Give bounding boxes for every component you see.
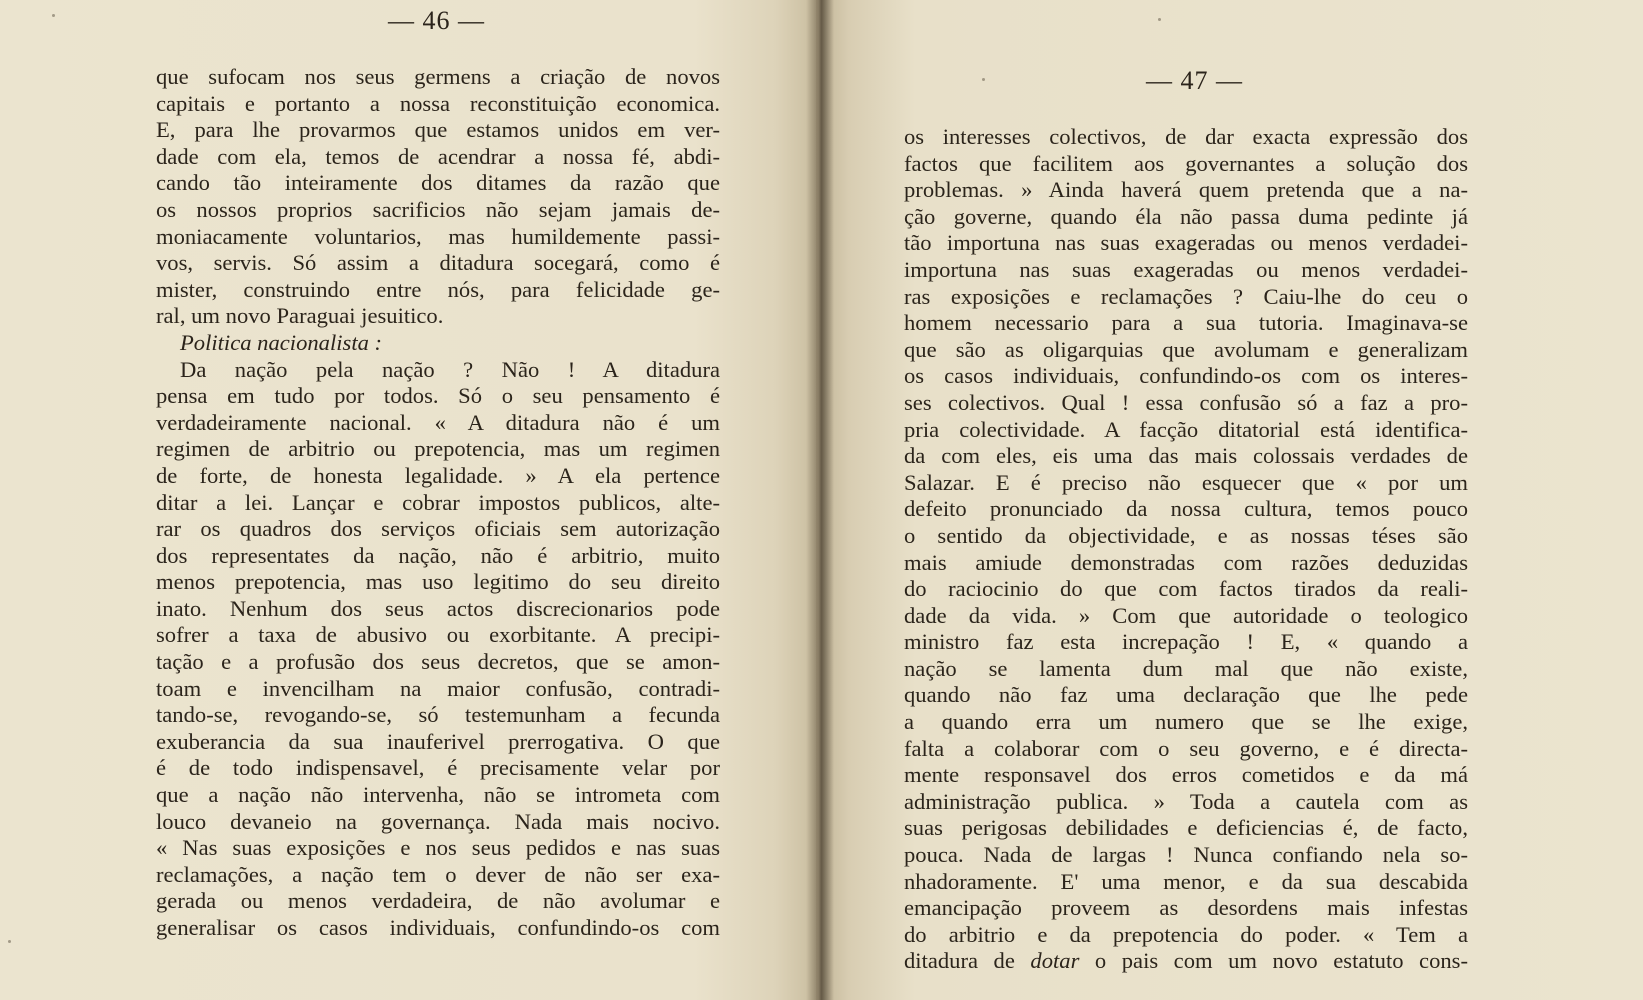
italic-word: dotar	[1030, 948, 1080, 974]
text-line: « Nas suas exposições e nos seus pedidos e nas suas	[156, 835, 720, 861]
text-line: mister, construindo entre nós, para felicidade ge-	[156, 276, 720, 302]
text-line: ministro faz esta increpação ! E, « quando a	[904, 629, 1468, 655]
paper-speck	[1158, 18, 1161, 21]
text-line: administração publica. » Toda a cautela com as	[904, 788, 1468, 814]
text-line: nação se lamenta dum mal que não existe,	[904, 655, 1468, 681]
text-line: menos prepotencia, mas uso legitimo do seu direito	[156, 569, 720, 595]
text-line: ção governe, quando éla não passa duma pedinte já	[904, 203, 1468, 229]
text-line: homem necessario para a sua tutoria. Imaginava-se	[904, 310, 1468, 336]
text-line: moniacamente voluntarios, mas humildemente passi-	[156, 223, 720, 249]
left-page	[0, 0, 816, 1000]
text-line: pria colectividade. A facção ditatorial está identifica-	[904, 416, 1468, 442]
text-line: nhadoramente. E' uma menor, e da sua descabida	[904, 868, 1468, 894]
text-line: louco devaneio na governança. Nada mais nocivo.	[156, 808, 720, 834]
text-line: importuna nas suas exageradas ou menos verdadei-	[904, 256, 1468, 282]
text-line: cando tão inteiramente dos ditames da razão que	[156, 170, 720, 196]
paper-speck	[8, 940, 11, 943]
text-line: dos representates da nação, não é arbitrio, muito	[156, 542, 720, 568]
text-line: sofrer a taxa de abusivo ou exorbitante. A precipi-	[156, 622, 720, 648]
text-line: da com eles, eis uma das mais colossais verdades de	[904, 443, 1468, 469]
text-line: defeito pronunciado da nossa cultura, temos pouco	[904, 496, 1468, 522]
text-line: que a nação não intervenha, não se intrometa com	[156, 782, 720, 808]
text-line: rar os quadros dos serviços oficiais sem autorização	[156, 516, 720, 542]
italic-heading: Politica nacionalista :	[180, 329, 383, 355]
text-line: os interesses colectivos, de dar exacta expressão dos	[904, 124, 1468, 149]
paper-speck	[52, 14, 55, 17]
text-line: do arbitrio e da prepotencia do poder. « Tem a	[904, 921, 1468, 947]
right-page	[816, 0, 1643, 1000]
text-line: factos que facilitem aos governantes a solução dos	[904, 150, 1468, 176]
text-line: generalisar os casos individuais, confundindo-os com	[156, 915, 720, 940]
text-line: vos, servis. Só assim a ditadura socegará, como é	[156, 250, 720, 276]
page-number-right: — 47 —	[1146, 66, 1243, 95]
text-line: o sentido da objectividade, e as nossas téses são	[904, 522, 1468, 548]
text-line: pouca. Nada de largas ! Nunca confiando nela so-	[904, 842, 1468, 868]
text-line: ses colectivos. Qual ! essa confusão só a faz a pro-	[904, 389, 1468, 415]
text-line: os nossos proprios sacrificios não sejam jamais de-	[156, 196, 720, 222]
text-line: quando não faz uma declaração que lhe pede	[904, 682, 1468, 708]
text-line: capitais e portanto a nossa reconstituição economica.	[156, 90, 720, 116]
text-line: dade da vida. » Com que autoridade o teologico	[904, 602, 1468, 628]
text-line: ras exposições e reclamações ? Caiu-lhe do ceu o	[904, 283, 1468, 309]
text-line: suas perigosas debilidades e deficiencias é, de facto,	[904, 815, 1468, 841]
text-line: regimen de arbitrio ou prepotencia, mas um regimen	[156, 436, 720, 462]
text-line: tão importuna nas suas exageradas ou menos verdadei-	[904, 230, 1468, 256]
text-line: gerada ou menos verdadeira, de não avolumar e	[156, 888, 720, 914]
text-line: que são as oligarquias que avolumam e generalizam	[904, 336, 1468, 362]
text-line: que sufocam nos seus germens a criação de novos	[156, 64, 720, 89]
text-line: problemas. » Ainda haverá quem pretenda que a na-	[904, 177, 1468, 203]
text-line: pensa em tudo por todos. Só o seu pensamento é	[156, 383, 720, 409]
text-line: verdadeiramente nacional. « A ditadura não é um	[156, 409, 720, 435]
text-line: exuberancia da sua inauferivel prerrogativa. O que	[156, 728, 720, 754]
text-line: emancipação proveem as desordens mais infestas	[904, 895, 1468, 921]
text-line: inato. Nenhum dos seus actos discrecionarios pode	[156, 595, 720, 621]
text-line: de forte, de honesta legalidade. » A ela pertence	[156, 462, 720, 488]
text-line: ral, um novo Paraguai jesuitico.	[156, 303, 444, 329]
right-page-text	[904, 124, 1468, 975]
text-line: Salazar. E é preciso não esquecer que « por um	[904, 469, 1468, 495]
text-line: do raciocinio do que com factos tirados da reali-	[904, 576, 1468, 602]
text-line: toam e invencilham na maior confusão, contradi-	[156, 675, 720, 701]
text-line: é de todo indispensavel, é precisamente velar por	[156, 755, 720, 781]
text-line	[156, 330, 720, 357]
text-line: tando-se, revogando-se, só testemunham a fecunda	[156, 702, 720, 728]
text-line: dade com ela, temos de acendrar a nossa fé, abdi-	[156, 143, 720, 169]
text-line: os casos individuais, confundindo-os com os interes-	[904, 363, 1468, 389]
text-line: ditadura de dotar o pais com um novo estatuto cons-	[904, 948, 1468, 974]
text-line: reclamações, a nação tem o dever de não ser exa-	[156, 861, 720, 887]
text-line: a quando erra um numero que se lhe exige,	[904, 709, 1468, 735]
text-line: falta a colaborar com o seu governo, e é directa-	[904, 735, 1468, 761]
left-page-text	[156, 64, 720, 942]
text-line: mais amiude demonstradas com razões deduzidas	[904, 549, 1468, 575]
text-line: ditar a lei. Lançar e cobrar impostos publicos, alte-	[156, 489, 720, 515]
text-line: E, para lhe provarmos que estamos unidos em ver-	[156, 117, 720, 143]
text-line: tação e a profusão dos seus decretos, que se amon-	[156, 649, 720, 675]
text-line: mente responsavel dos erros cometidos e da má	[904, 762, 1468, 788]
paper-speck	[982, 78, 985, 81]
text-line: Da nação pela nação ? Não ! A ditadura	[180, 356, 720, 382]
page-number-left: — 46 —	[388, 6, 485, 35]
